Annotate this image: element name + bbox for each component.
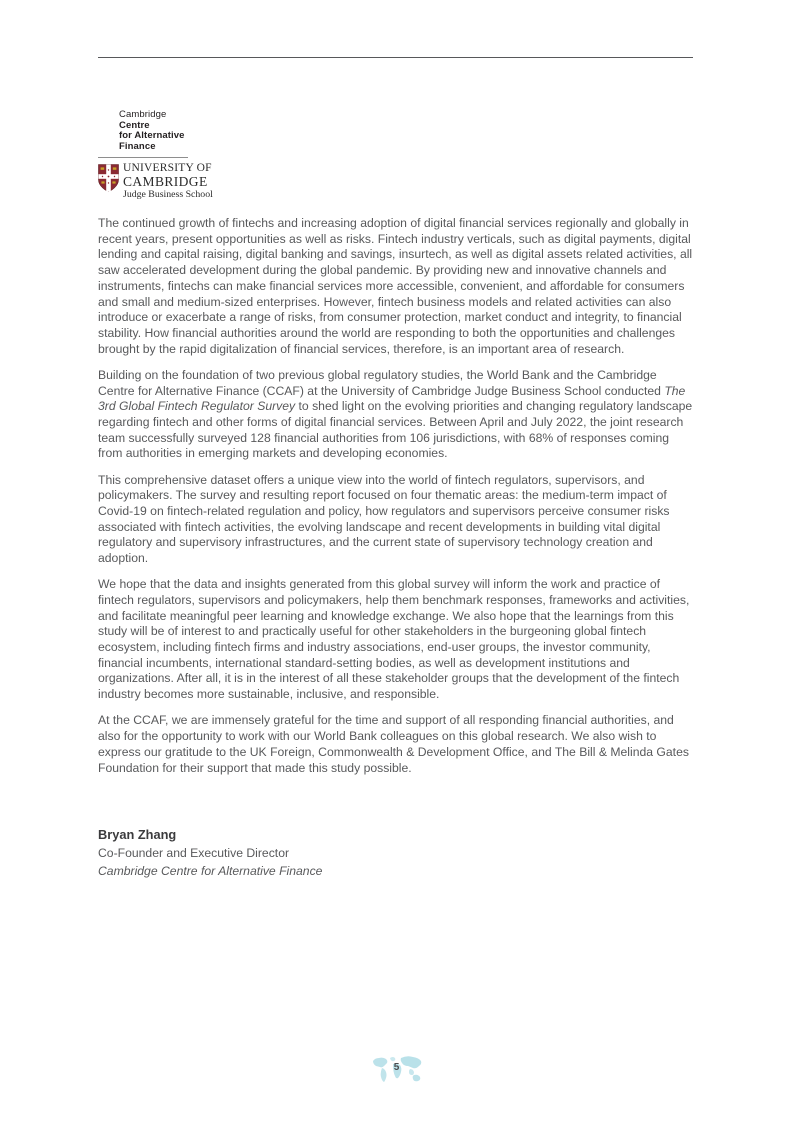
signature-block [98, 826, 322, 880]
ccaf-wordmark-line: Finance [119, 140, 156, 152]
university-crest-icon [98, 164, 119, 192]
signature-title: Co-Founder and Executive Director [98, 846, 290, 860]
university-wordmark-line: CAMBRIDGE [123, 173, 208, 189]
paragraph-text: to shed light on the evolving priorities and changing regulatory landscape regarding fintech and other forms of digital financial services. Between April and July 2022, the joint research team successfully surveyed 128 financial authorities from 106 jurisdictions, with 68% of responses coming from authorities in emerging markets and developing economies. [98, 399, 693, 461]
ccaf-wordmark [119, 110, 238, 152]
university-wordmark [123, 163, 213, 200]
ccaf-wordmark-line: Centre [119, 119, 150, 131]
ccaf-university-logo [98, 110, 238, 200]
signature-organization: Cambridge Centre for Alternative Finance [98, 864, 323, 878]
page-number: 5 [393, 1062, 400, 1073]
university-logo-row [98, 163, 238, 200]
foreword-body [98, 216, 695, 787]
survey-title-italic: The 3rd Global Fintech Regulator Survey [98, 383, 686, 414]
body-paragraph: We hope that the data and insights generated from this global survey will inform the work and practice of fintech regulators, supervisors and policymakers, help them benchmark responses, frameworks and activities, and facilitate meaningful peer learning and knowledge exchange. We also hope that the learnings from this study will be of interest to and practically useful for other stakeholders in the burgeoning global fintech ecosystem, including fintech firms and industry associations, end-user groups, the investor community, financial incumbents, international standard-setting bodies, as well as development institutions and organizations. After all, it is in the interest of all these stakeholder groups that the development of the fintech industry becomes more sustainable, inclusive, and responsible. [98, 577, 690, 702]
body-paragraph: At the CCAF, we are immensely grateful for the time and support of all responding financial authorities, and also for the opportunity to work with our World Bank colleagues on this global research. We also wish to express our gratitude to the UK Foreign, Commonwealth & Development Office, and The Bill & Melinda Gates Foundation for their support that made this study possible. [98, 713, 689, 775]
university-wordmark-line: Judge Business School [123, 188, 213, 200]
signature-name: Bryan Zhang [98, 827, 177, 842]
body-paragraph: The continued growth of fintechs and increasing adoption of digital financial services regionally and globally in recent years, present opportunities as well as risks. Fintech industry verticals, such as digital payments, digital lending and capital raising, digital banking and savings, insurtech, as well as digital assets related activities, all saw accelerated development during the global pandemic. By providing new and innovative channels and instruments, fintechs can make financial services more accessible, convenient, and affordable for consumers and small and medium-sized enterprises. However, fintech business models and related activities can also introduce or exacerbate a range of risks, from consumer protection, market conduct and integrity, to financial stability. How financial authorities around the world are responding to both the opportunities and challenges brought by the rapid digitalization of financial services, therefore, is an important area of research. [98, 216, 693, 356]
page-footer [0, 1055, 793, 1087]
university-wordmark-line: UNIVERSITY OF [123, 162, 212, 175]
header-rule [98, 57, 693, 58]
logo-divider [98, 157, 188, 158]
ccaf-wordmark-line: Cambridge [119, 109, 167, 120]
body-paragraph [98, 368, 695, 462]
footer-map-badge [370, 1055, 424, 1087]
ccaf-wordmark-line: for Alternative [119, 130, 185, 142]
paragraph-text: Building on the foundation of two previous global regulatory studies, the World Bank and the Cambridge Centre for Alternative Finance (CCAF) at the University of Cambridge Judge Business School conducted [98, 367, 665, 398]
body-paragraph: This comprehensive dataset offers a unique view into the world of fintech regulators, supervisors, and policymakers. The survey and resulting report focused on four thematic areas: the medium-term impact of Covid-19 on fintech-related regulation and policy, how regulators and supervisors perceive consumer risks associated with fintech activities, the evolving landscape and recent developments in building vital digital regulatory and supervisory infrastructures, and the current state of supervisory technology creation and adoption. [98, 472, 670, 566]
